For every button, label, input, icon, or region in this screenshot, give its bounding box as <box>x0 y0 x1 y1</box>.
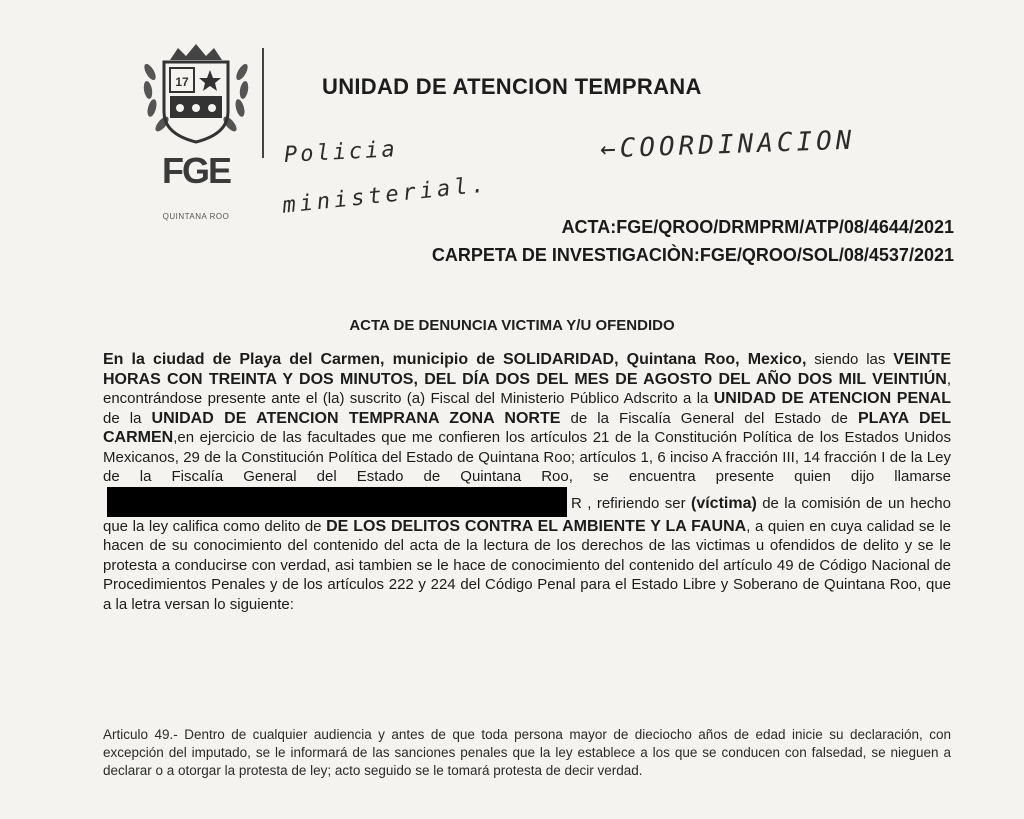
text-segment: SOLIDARIDAD <box>503 351 615 368</box>
fge-shield-icon <box>140 42 252 152</box>
reference-block <box>432 213 954 269</box>
logo-acronym: FGE <box>161 150 230 191</box>
text-segment: En la ciudad de Playa del Carmen, municipio de <box>103 351 503 368</box>
document-title: ACTA DE DENUNCIA VICTIMA Y/U OFENDIDO <box>349 317 675 334</box>
text-segment: VEINTE HORAS CON TREINTA Y DOS MINUTOS, DEL DÍA DOS DEL MES DE AGOSTO DEL AÑO DOS MIL VEINTIÚN <box>103 351 951 388</box>
handwritten-policia: Policia <box>283 137 399 168</box>
text-segment: UNIDAD DE ATENCION PENAL <box>713 390 952 407</box>
redaction-bar <box>107 487 567 517</box>
fge-logo <box>140 42 252 221</box>
handwritten-coordinacion: ←COORDINACION <box>599 125 856 165</box>
text-segment: siendo las <box>806 351 894 368</box>
text-segment: UNIDAD DE ATENCION TEMPRANA ZONA NORTE <box>151 409 561 427</box>
text-segment: PLAYA DEL CARMEN <box>103 409 951 446</box>
text-segment: de la <box>103 409 152 427</box>
logo-subtitle: QUINTANA ROO <box>162 212 230 221</box>
text-segment: ,en ejercicio de las facultades que me confieren los artículos 21 de la Constitución Política de los Estados Unidos Mexicanos, 29 de la Constitución Política del Estado de Quintana Roo; artículos 1, 6 inciso A fracción III, 14 fracción I de la Ley de la Fiscalía General del Estado de Quintana Roo, se encuentra presente quien dijo llamarse <box>103 429 951 485</box>
text-segment: , Quintana Roo, Mexico, <box>614 351 807 368</box>
unit-title: UNIDAD DE ATENCION TEMPRANA <box>322 74 702 99</box>
letterhead-divider <box>262 48 264 158</box>
article-49: Articulo 49.- Dentro de cualquier audiencia y antes de que toda persona mayor de dieciocho años de edad inicie su declaración, con excepción del imputado, se le informará de las sanciones penales que la ley establece a los que se conducen con falsedad, se nieguen a declarar o a otorgar la protesta de ley; acto seguido se le tomará protesta de decir verdad. <box>103 727 951 778</box>
svg-text:17: 17 <box>175 75 189 89</box>
text-segment: de la comisión de un hecho que la ley califica como delito de <box>103 494 951 535</box>
text-segment: (víctima) <box>691 494 757 512</box>
text-segment: DE LOS DELITOS CONTRA EL AMBIENTE Y LA FAUNA <box>326 517 747 535</box>
text-segment: , a quien en cuya calidad se le hacen de su conocimiento del contenido del acta de la lectura de los derechos de las victimas u ofendidos de delito y se le protesta a conducirse con verdad, asi tambien se le hace de conocimiento del contenido del artículo 49 de Código Nacional de Procedimientos Penales y de los artículos 222 y 224 del Código Penal para el Estado Libre y Soberano de Quintana Roo, que a la letra versan lo siguiente: <box>103 517 951 613</box>
text-segment: , encontrándose presente ante el (la) suscrito (a) Fiscal del Ministerio Público Adscrito a la <box>103 370 951 407</box>
text-segment: R <box>571 494 582 512</box>
handwritten-ministerial: ministerial. <box>281 172 490 219</box>
text-segment: de la Fiscalía General del Estado de <box>560 409 858 427</box>
acta-number: ACTA:FGE/QROO/DRMPRM/ATP/08/4644/2021 <box>561 217 954 237</box>
text-segment: , refiriendo ser <box>587 494 691 512</box>
main-paragraph <box>103 350 951 614</box>
carpeta-number: CARPETA DE INVESTIGACIÒN:FGE/QROO/SOL/08/4537/2021 <box>431 245 954 265</box>
